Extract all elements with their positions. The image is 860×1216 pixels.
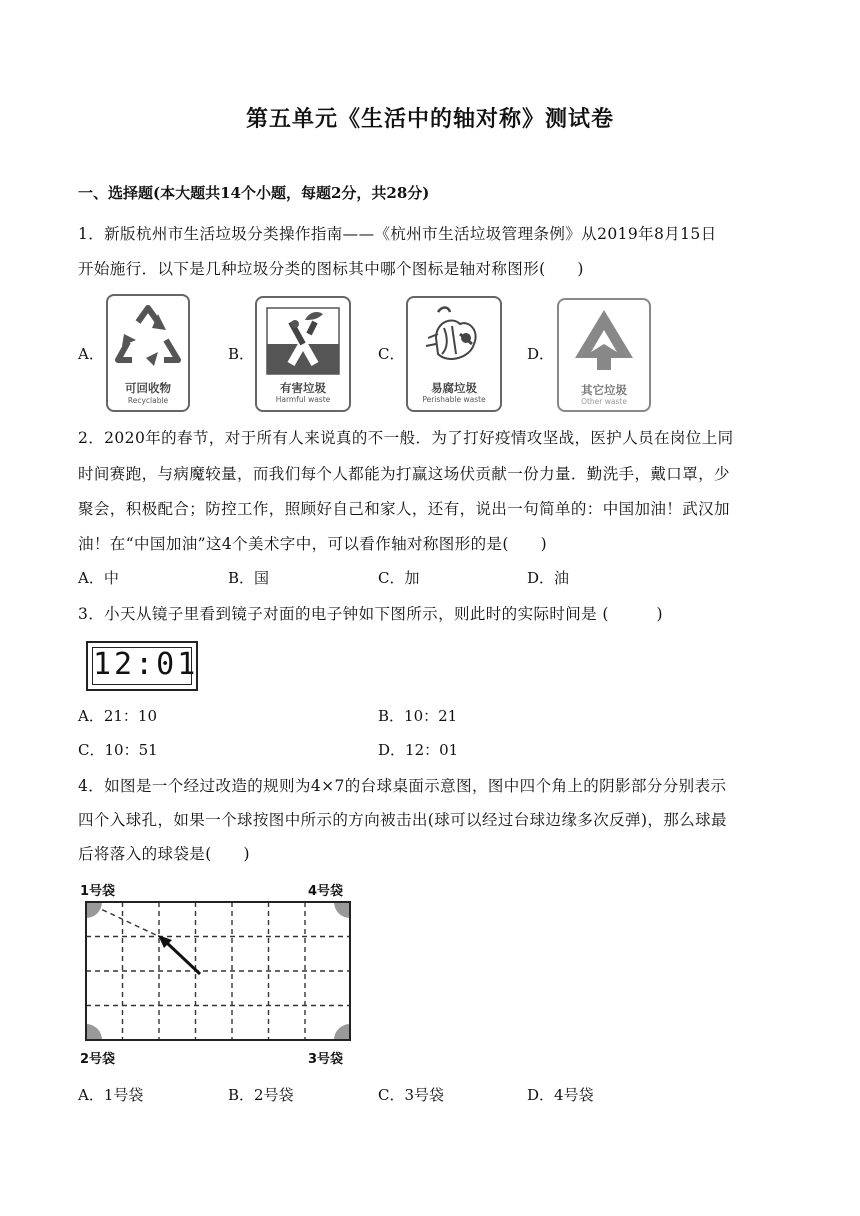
q1-option-d-letter[interactable]: D． — [527, 345, 555, 363]
recyclable-icon[interactable] — [106, 294, 190, 412]
q1-option-b-caption: 有害垃圾 — [280, 381, 326, 395]
q4-option-a[interactable]: A．1号袋 — [78, 1086, 144, 1104]
clock-display: 12:01 — [92, 647, 192, 685]
q4-line2: 四个入球孔，如果一个球按图中所示的方向被击出(球可以经过台球边缘多次反弹)，那么球最 — [78, 811, 727, 829]
page-title: 第五单元《生活中的轴对称》测试卷 — [245, 106, 614, 132]
pocket-2 — [86, 1024, 102, 1040]
q2-line2: 时间赛跑，与病魔较量，而我们每个人都能为打赢这场伏贡献一份力量．勤洗手，戴口罩，少 — [78, 465, 730, 483]
q1-option-c-sub: Perishable waste — [422, 395, 486, 404]
other-waste-icon[interactable] — [557, 298, 651, 412]
harmful-waste-icon[interactable] — [255, 296, 351, 412]
pocket-3 — [334, 1024, 350, 1040]
perishable-waste-icon[interactable] — [406, 296, 502, 412]
q2-option-d[interactable]: D．油 — [527, 569, 570, 587]
q3-option-c[interactable]: C．10：51 — [78, 741, 158, 759]
q2-line3: 聚会，积极配合；防控工作，照顾好自己和家人，还有，说出一句简单的：中国加油！武汉加 — [78, 500, 730, 518]
q4-option-b[interactable]: B．2号袋 — [228, 1086, 294, 1104]
pocket-4 — [334, 902, 350, 918]
pocket-label-1: 1号袋 — [80, 884, 116, 899]
q3-option-b[interactable]: B．10：21 — [378, 707, 458, 725]
q1-option-c-caption: 易腐垃圾 — [431, 381, 477, 395]
q1-option-b-sub: Harmful waste — [275, 395, 331, 404]
q4-line1: 4．如图是一个经过改造的规则为4×7的台球桌面示意图，图中四个角上的阴影部分分别表示 — [78, 777, 727, 795]
q4-option-d[interactable]: D．4号袋 — [527, 1086, 594, 1104]
q1-option-a-sub: Recyclable — [127, 396, 169, 405]
digital-clock — [86, 641, 198, 691]
q4-option-c[interactable]: C．3号袋 — [378, 1086, 445, 1104]
q1-option-c-letter[interactable]: C． — [378, 345, 405, 363]
pocket-label-2: 2号袋 — [80, 1052, 116, 1067]
q3-option-d[interactable]: D．12：01 — [378, 741, 459, 759]
q2-option-c[interactable]: C．加 — [378, 569, 420, 587]
q2-option-a[interactable]: A．中 — [78, 569, 119, 587]
q3-line1: 3．小天从镜子里看到镜子对面的电子钟如下图所示，则此时的实际时间是 ( ) — [78, 605, 663, 623]
q2-line4: 油！在“中国加油”这4个美术字中，可以看作轴对称图形的是( ) — [78, 535, 548, 553]
q1-option-d-caption: 其它垃圾 — [581, 383, 627, 397]
q4-line3: 后将落入的球袋是( ) — [78, 845, 250, 863]
q1-option-d-sub: Other waste — [581, 397, 627, 406]
billiard-table-diagram — [82, 898, 354, 1044]
q1-option-b-letter[interactable]: B． — [228, 345, 255, 363]
section-heading: 一、选择题(本大题共14个小题，每题2分，共28分) — [78, 184, 430, 202]
q3-option-a[interactable]: A．21：10 — [78, 707, 158, 725]
q1-line1: 1．新版杭州市生活垃圾分类操作指南——《杭州市生活垃圾管理条例》从2019年8月15日 — [78, 225, 717, 243]
q1-option-a-caption: 可回收物 — [125, 381, 171, 395]
q2-line1: 2．2020年的春节，对于所有人来说真的不一般．为了打好疫情攻坚战，医护人员在岗位上同 — [78, 429, 734, 447]
q2-option-b[interactable]: B．国 — [228, 569, 270, 587]
pocket-label-4: 4号袋 — [308, 884, 344, 899]
q1-line2: 开始施行．以下是几种垃圾分类的图标其中哪个图标是轴对称图形( ) — [78, 260, 584, 278]
pocket-1 — [86, 902, 102, 918]
pocket-label-3: 3号袋 — [308, 1052, 344, 1067]
q1-option-a-letter[interactable]: A． — [78, 345, 104, 363]
